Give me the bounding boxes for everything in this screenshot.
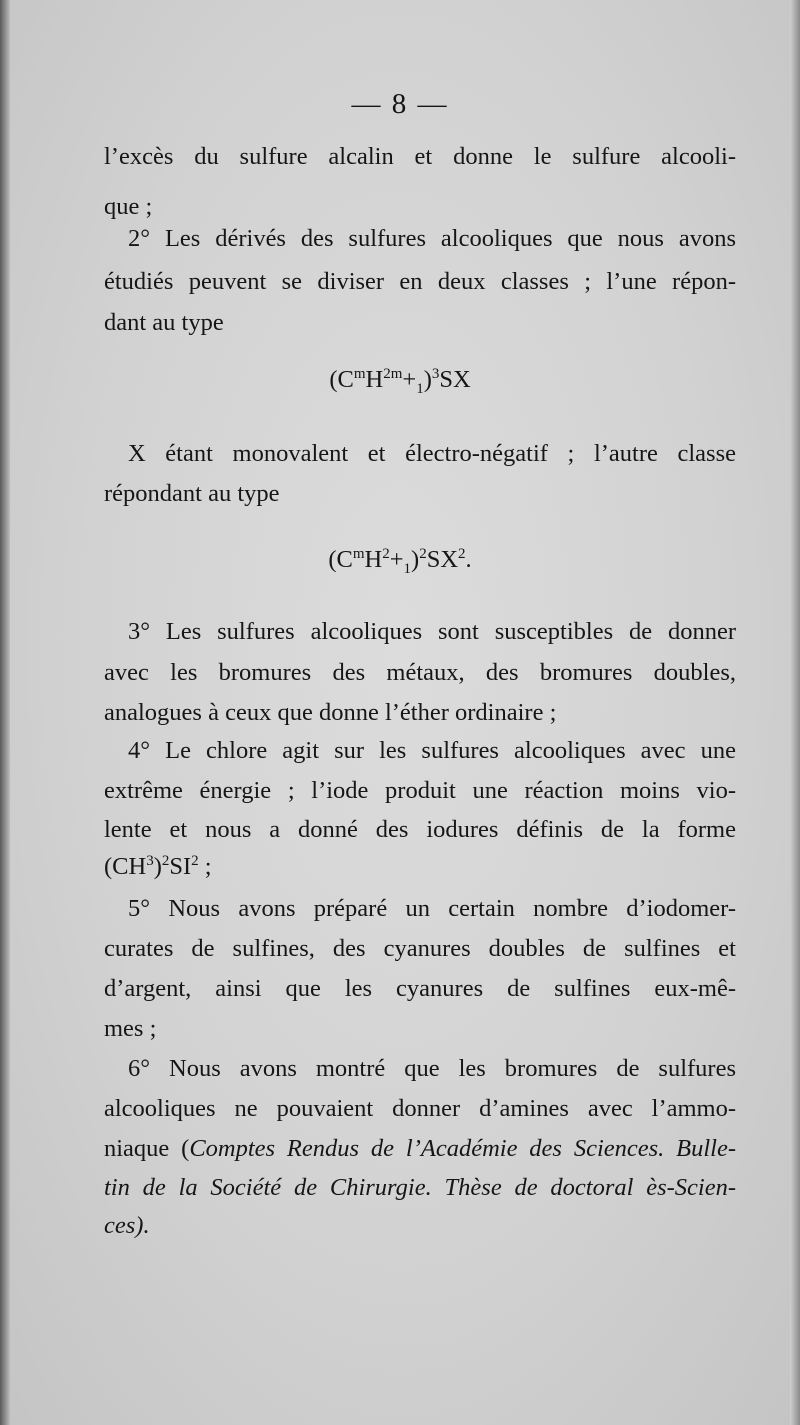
text-line-15: 5° Nous avons préparé un certain nombre d’iodomer-	[128, 895, 736, 922]
text-line-23: ces).	[104, 1212, 150, 1239]
text-line-22: tin de la Société de Chirurgie. Thèse de doctoral ès-Scien-	[104, 1174, 736, 1201]
text-line-7: répondant au type	[104, 480, 280, 507]
text-line-18: mes ;	[104, 1015, 157, 1042]
formula-1: $(C^mH^{2m}+_1)^3SX$	[329, 366, 471, 398]
text-line-13: lente et nous a donné des iodures définis de la forme	[104, 816, 736, 843]
text-line-9: avec les bromures des métaux, des bromures doubles,	[104, 659, 736, 686]
text-line-11: 4° Le chlore agit sur les sulfures alcooliques avec une	[128, 737, 736, 764]
text-line-20: alcooliques ne pouvaient donner d’amines avec l’ammo-	[104, 1095, 736, 1122]
text-line-8: 3° Les sulfures alcooliques sont susceptibles de donner	[128, 618, 736, 645]
text-line-5: dant au type	[104, 309, 224, 336]
text-line-4: étudiés peuvent se diviser en deux classes ; l’une répon-	[104, 268, 736, 295]
text-line-17: d’argent, ainsi que les cyanures de sulfines eux-mê-	[104, 975, 736, 1002]
text-line-12: extrême énergie ; l’iode produit une réaction moins vio-	[104, 777, 736, 804]
formula-2: $(C^mH^2+_1)^2SX^2$.	[328, 546, 472, 578]
text-line-21: niaque (Comptes Rendus de l’Académie des Sciences. Bulle-	[104, 1135, 736, 1162]
text-line-16: curates de sulfines, des cyanures doubles de sulfines et	[104, 935, 736, 962]
page-number: — 8 —	[351, 88, 449, 120]
text-line-14: $(CH^3)^2SI^2$ ;	[104, 853, 212, 881]
text-line-3: 2° Les dérivés des sulfures alcooliques que nous avons	[128, 225, 736, 252]
text-line-1: l’excès du sulfure alcalin et donne le sulfure alcooli-	[104, 143, 736, 170]
text-line-10: analogues à ceux que donne l’éther ordinaire ;	[104, 699, 557, 726]
page-left-edge-shadow	[0, 0, 10, 1425]
text-line-2: que ;	[104, 193, 153, 220]
formula-3: $(CH^3)^2SI^2$	[104, 853, 199, 881]
text-line-6: X étant monovalent et électro-négatif ; l’autre classe	[128, 440, 736, 467]
text-line-19: 6° Nous avons montré que les bromures de sulfures	[128, 1055, 736, 1082]
page-right-edge-shadow	[790, 0, 800, 1425]
